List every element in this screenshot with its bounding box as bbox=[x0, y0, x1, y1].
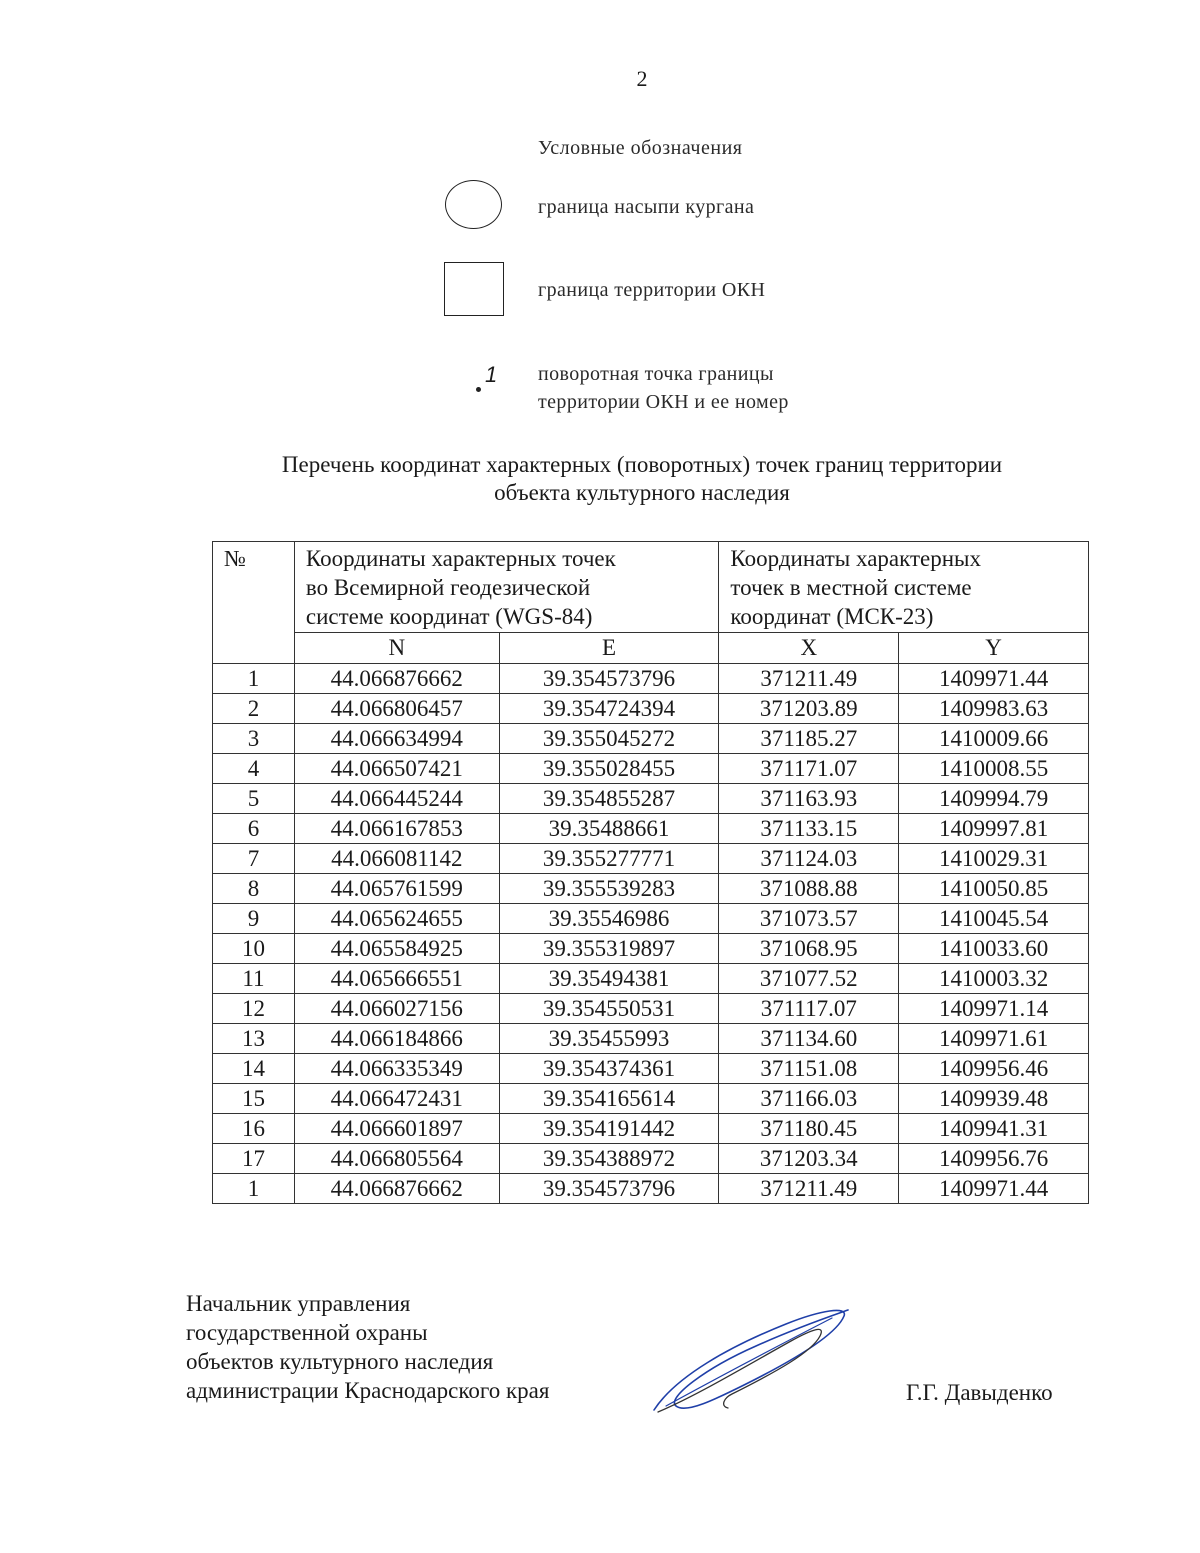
cell-x: 371151.08 bbox=[719, 1054, 899, 1084]
page-number: 2 bbox=[636, 66, 648, 91]
cell-number: 17 bbox=[213, 1144, 295, 1174]
cell-n: 44.066805564 bbox=[294, 1144, 499, 1174]
cell-x: 371163.93 bbox=[719, 784, 899, 814]
legend-label-line: поворотная точка границы bbox=[538, 363, 774, 385]
cell-n: 44.066601897 bbox=[294, 1114, 499, 1144]
cell-number: 12 bbox=[213, 994, 295, 1024]
position-line: государственной охраны bbox=[186, 1320, 428, 1345]
position-line: Начальник управления bbox=[186, 1291, 411, 1316]
column-header-x: X bbox=[719, 633, 899, 664]
header-line: Координаты характерных bbox=[730, 546, 982, 571]
cell-y: 1409971.14 bbox=[899, 994, 1089, 1024]
cell-x: 371203.34 bbox=[719, 1144, 899, 1174]
cell-x: 371068.95 bbox=[719, 934, 899, 964]
coordinates-table bbox=[212, 541, 1089, 1204]
cell-y: 1410033.60 bbox=[899, 934, 1089, 964]
cell-x: 371088.88 bbox=[719, 874, 899, 904]
cell-y: 1409971.44 bbox=[899, 664, 1089, 694]
cell-number: 9 bbox=[213, 904, 295, 934]
cell-x: 371211.49 bbox=[719, 664, 899, 694]
cell-number: 10 bbox=[213, 934, 295, 964]
signatory-position bbox=[186, 1289, 549, 1405]
cell-n: 44.066806457 bbox=[294, 694, 499, 724]
cell-e: 39.355028455 bbox=[499, 754, 719, 784]
cell-x: 371124.03 bbox=[719, 844, 899, 874]
header-line: Координаты характерных точек bbox=[305, 546, 616, 571]
cell-e: 39.354724394 bbox=[499, 694, 719, 724]
cell-number: 14 bbox=[213, 1054, 295, 1084]
cell-e: 39.355319897 bbox=[499, 934, 719, 964]
cell-n: 44.066167853 bbox=[294, 814, 499, 844]
table-row bbox=[213, 934, 1089, 964]
cell-e: 39.355045272 bbox=[499, 724, 719, 754]
cell-e: 39.35455993 bbox=[499, 1024, 719, 1054]
column-header-y: Y bbox=[899, 633, 1089, 664]
cell-n: 44.066507421 bbox=[294, 754, 499, 784]
header-line: системе координат (WGS-84) bbox=[305, 604, 593, 629]
cell-x: 371117.07 bbox=[719, 994, 899, 1024]
cell-x: 371073.57 bbox=[719, 904, 899, 934]
cell-e: 39.354855287 bbox=[499, 784, 719, 814]
legend-label-turning-point bbox=[538, 360, 789, 416]
cell-x: 371166.03 bbox=[719, 1084, 899, 1114]
table-row bbox=[213, 1174, 1089, 1204]
position-line: администрации Краснодарского края bbox=[186, 1378, 550, 1403]
cell-y: 1409983.63 bbox=[899, 694, 1089, 724]
cell-e: 39.354374361 bbox=[499, 1054, 719, 1084]
cell-y: 1409997.81 bbox=[899, 814, 1089, 844]
cell-n: 44.065761599 bbox=[294, 874, 499, 904]
cell-e: 39.35546986 bbox=[499, 904, 719, 934]
cell-x: 371171.07 bbox=[719, 754, 899, 784]
cell-y: 1410050.85 bbox=[899, 874, 1089, 904]
cell-y: 1409971.61 bbox=[899, 1024, 1089, 1054]
turning-point-icon bbox=[470, 362, 510, 398]
cell-y: 1409956.76 bbox=[899, 1144, 1089, 1174]
column-header-n: N bbox=[294, 633, 499, 664]
mound-boundary-circle-icon bbox=[445, 180, 502, 229]
cell-y: 1410045.54 bbox=[899, 904, 1089, 934]
cell-x: 371211.49 bbox=[719, 1174, 899, 1204]
cell-e: 39.354573796 bbox=[499, 664, 719, 694]
cell-x: 371134.60 bbox=[719, 1024, 899, 1054]
cell-y: 1410029.31 bbox=[899, 844, 1089, 874]
cell-number: 4 bbox=[213, 754, 295, 784]
cell-y: 1409956.46 bbox=[899, 1054, 1089, 1084]
cell-y: 1410009.66 bbox=[899, 724, 1089, 754]
cell-e: 39.355277771 bbox=[499, 844, 719, 874]
heading-line: Перечень координат характерных (поворотных) точек границ территории bbox=[281, 452, 1003, 477]
cell-n: 44.065584925 bbox=[294, 934, 499, 964]
position-line: объектов культурного наследия bbox=[186, 1349, 494, 1374]
table-row bbox=[213, 1024, 1089, 1054]
column-group-wgs84 bbox=[294, 542, 719, 633]
header-line: координат (МСК-23) bbox=[730, 604, 934, 629]
cell-n: 44.065624655 bbox=[294, 904, 499, 934]
cell-n: 44.066634994 bbox=[294, 724, 499, 754]
cell-y: 1410008.55 bbox=[899, 754, 1089, 784]
cell-number: 13 bbox=[213, 1024, 295, 1054]
cell-number: 11 bbox=[213, 964, 295, 994]
table-row bbox=[213, 1144, 1089, 1174]
cell-e: 39.354388972 bbox=[499, 1144, 719, 1174]
cell-e: 39.355539283 bbox=[499, 874, 719, 904]
table-row bbox=[213, 814, 1089, 844]
cell-y: 1410003.32 bbox=[899, 964, 1089, 994]
cell-x: 371077.52 bbox=[719, 964, 899, 994]
legend-title: Условные обозначения bbox=[538, 137, 743, 159]
cell-y: 1409941.31 bbox=[899, 1114, 1089, 1144]
table-row bbox=[213, 694, 1089, 724]
turning-point-dot-icon bbox=[476, 387, 481, 392]
table-row bbox=[213, 904, 1089, 934]
column-header-e: E bbox=[499, 633, 719, 664]
table-row bbox=[213, 754, 1089, 784]
table-row bbox=[213, 874, 1089, 904]
cell-n: 44.066876662 bbox=[294, 664, 499, 694]
cell-number: 2 bbox=[213, 694, 295, 724]
table-subheader-row bbox=[213, 633, 1089, 664]
cell-number: 16 bbox=[213, 1114, 295, 1144]
column-header-number: № bbox=[213, 542, 295, 664]
cell-n: 44.065666551 bbox=[294, 964, 499, 994]
coordinates-list-heading bbox=[0, 451, 1200, 507]
table-row bbox=[213, 1084, 1089, 1114]
turning-point-number: 1 bbox=[485, 362, 498, 387]
cell-e: 39.354165614 bbox=[499, 1084, 719, 1114]
legend-label-mound: граница насыпи кургана bbox=[538, 196, 755, 218]
signer-name: Г.Г. Давыденко bbox=[906, 1380, 1053, 1405]
table-body bbox=[213, 664, 1089, 1204]
territory-boundary-square-icon bbox=[444, 262, 504, 316]
cell-e: 39.354191442 bbox=[499, 1114, 719, 1144]
legend-label-territory: граница территории ОКН bbox=[538, 279, 766, 301]
cell-e: 39.354550531 bbox=[499, 994, 719, 1024]
cell-n: 44.066472431 bbox=[294, 1084, 499, 1114]
cell-number: 1 bbox=[213, 664, 295, 694]
handwritten-signature bbox=[636, 1306, 856, 1421]
cell-n: 44.066335349 bbox=[294, 1054, 499, 1084]
cell-e: 39.35494381 bbox=[499, 964, 719, 994]
cell-e: 39.35488661 bbox=[499, 814, 719, 844]
cell-x: 371185.27 bbox=[719, 724, 899, 754]
cell-x: 371133.15 bbox=[719, 814, 899, 844]
cell-y: 1409971.44 bbox=[899, 1174, 1089, 1204]
table-row bbox=[213, 964, 1089, 994]
table-row bbox=[213, 724, 1089, 754]
cell-n: 44.066081142 bbox=[294, 844, 499, 874]
cell-number: 5 bbox=[213, 784, 295, 814]
cell-n: 44.066184866 bbox=[294, 1024, 499, 1054]
cell-n: 44.066445244 bbox=[294, 784, 499, 814]
cell-y: 1409939.48 bbox=[899, 1084, 1089, 1114]
cell-number: 6 bbox=[213, 814, 295, 844]
table-row bbox=[213, 784, 1089, 814]
table-row bbox=[213, 994, 1089, 1024]
table-header-row bbox=[213, 542, 1089, 633]
cell-number: 1 bbox=[213, 1174, 295, 1204]
header-line: точек в местной системе bbox=[730, 575, 972, 600]
table-row bbox=[213, 664, 1089, 694]
cell-number: 3 bbox=[213, 724, 295, 754]
cell-number: 8 bbox=[213, 874, 295, 904]
cell-n: 44.066027156 bbox=[294, 994, 499, 1024]
cell-number: 7 bbox=[213, 844, 295, 874]
cell-x: 371203.89 bbox=[719, 694, 899, 724]
header-line: во Всемирной геодезической bbox=[305, 575, 591, 600]
cell-y: 1409994.79 bbox=[899, 784, 1089, 814]
table-row bbox=[213, 844, 1089, 874]
legend-label-line: территории ОКН и ее номер bbox=[538, 391, 789, 413]
cell-number: 15 bbox=[213, 1084, 295, 1114]
table-row bbox=[213, 1054, 1089, 1084]
heading-line: объекта культурного наследия bbox=[494, 480, 790, 505]
cell-n: 44.066876662 bbox=[294, 1174, 499, 1204]
table-row bbox=[213, 1114, 1089, 1144]
cell-x: 371180.45 bbox=[719, 1114, 899, 1144]
column-group-msk23 bbox=[719, 542, 1089, 633]
cell-e: 39.354573796 bbox=[499, 1174, 719, 1204]
